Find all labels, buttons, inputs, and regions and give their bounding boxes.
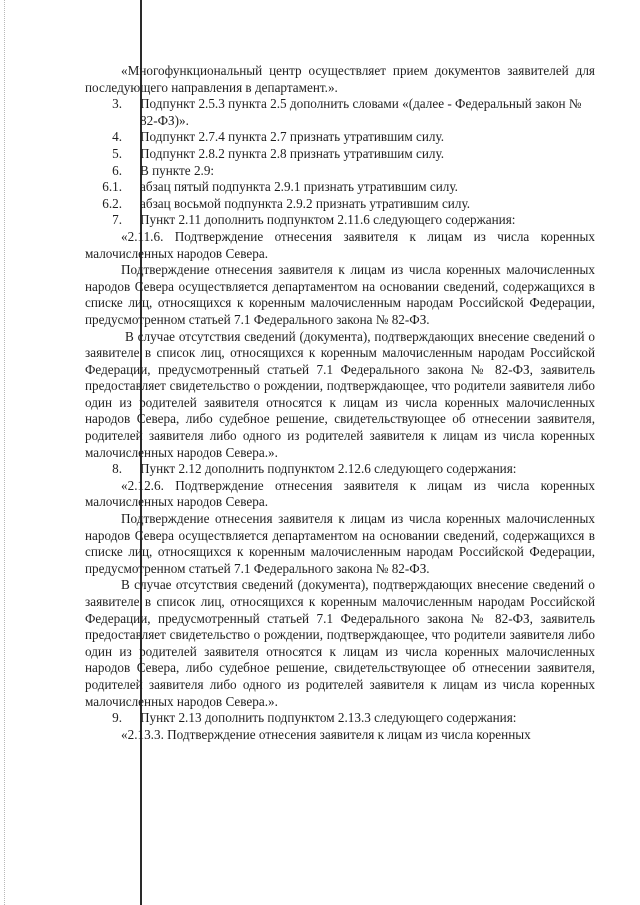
- item-9: [85, 710, 595, 727]
- item-7: [85, 212, 595, 229]
- paragraph-2-11-6-body: Подтверждение отнесения заявителя к лицам из числа коренных малочисленных народов Севера осуществляется департаментом на основании сведений, содержащихся в списке лиц, относящихся к коренным малочисленным народам Российской Федерации, предусмотренном статьей 7.1 Федерального закона № 82-ФЗ.: [85, 262, 595, 327]
- item-6-2: [85, 196, 595, 213]
- item-5: [85, 146, 595, 163]
- document-body: [85, 63, 595, 743]
- page-edge: [4, 0, 5, 905]
- item-number: 5.: [112, 145, 122, 161]
- item-text: Пункт 2.13 дополнить подпунктом 2.13.3 следующего содержания:: [140, 710, 517, 726]
- paragraph-2-12-6-body: Подтверждение отнесения заявителя к лицам из числа коренных малочисленных народов Севера осуществляется департаментом на основании сведений, содержащихся в списке лиц, относящихся к коренным малочисленным народам Российской Федерации, предусмотренном статьей 7.1 Федерального закона № 82-ФЗ.: [85, 511, 595, 576]
- paragraph-intro: «Многофункциональный центр осуществляет прием документов заявителей для последующего направления в департамент.».: [85, 63, 595, 95]
- item-number: 6.2.: [102, 195, 122, 211]
- item-number: 6.1.: [102, 179, 122, 195]
- item-4: [85, 129, 595, 146]
- item-text: Подпункт 2.7.4 пункта 2.7 признать утратившим силу.: [140, 129, 445, 145]
- item-8: [85, 461, 595, 478]
- item-3: [85, 96, 595, 129]
- item-text: абзац восьмой подпункта 2.9.2 признать утратившим силу.: [140, 195, 471, 211]
- item-number: 6.: [112, 162, 122, 178]
- item-number: 4.: [112, 129, 122, 145]
- paragraph-2-11-6-heading: «2.11.6. Подтверждение отнесения заявителя к лицам из числа коренных малочисленных народов Севера.: [85, 228, 595, 261]
- item-text: Подпункт 2.5.3 пункта 2.5 дополнить словами «(далее - Федеральный закон № 82-ФЗ)».: [140, 96, 582, 128]
- item-6: [85, 163, 595, 180]
- paragraph-2-11-6-absence: В случае отсутствия сведений (документа), подтверждающих внесение сведений о заявителе в список лиц, относящихся к коренным малочисленным народам Российской Федерации, предусмотренный статьей 7.1 Федерального закона № 82-ФЗ, заявитель предоставляет свидетельство о рождении, подтверждающее, что родители заявителя либо один из родителей заявителя относятся к лицам из числа коренных малочисленных народов Севера, либо судебное решение, свидетельствующее об отнесении заявителя, родителей заявителя либо одного из родителей заявителя к лицам из числа коренных малочисленных народов Севера.».: [85, 328, 595, 460]
- item-text: Подпункт 2.8.2 пункта 2.8 признать утратившим силу.: [140, 145, 445, 161]
- item-6-1: [85, 179, 595, 196]
- item-text: Пункт 2.11 дополнить подпунктом 2.11.6 следующего содержания:: [140, 212, 516, 228]
- item-number: 9.: [112, 710, 122, 726]
- paragraph-2-13-3-heading: «2.13.3. Подтверждение отнесения заявителя к лицам из числа коренных: [121, 726, 531, 742]
- paragraph-2-12-6-absence: В случае отсутствия сведений (документа), подтверждающих внесение сведений о заявителе в список лиц, относящихся к коренным малочисленным народам Российской Федерации, предусмотренный статьей 7.1 Федерального закона № 82-ФЗ, заявитель предоставляет свидетельство о рождении, подтверждающее, что родители заявителя либо один из родителей заявителя относятся к лицам из числа коренных малочисленных народов Севера, либо судебное решение, свидетельствующее об отнесении заявителя, родителей заявителя либо одного из родителей заявителя к лицам из числа коренных малочисленных народов Севера.».: [85, 577, 595, 709]
- item-text: абзац пятый подпункта 2.9.1 признать утратившим силу.: [140, 179, 458, 195]
- paragraph-2-12-6-heading: «2.12.6. Подтверждение отнесения заявителя к лицам из числа коренных малочисленных народов Севера.: [85, 477, 595, 510]
- item-number: 7.: [112, 212, 122, 228]
- item-text: Пункт 2.12 дополнить подпунктом 2.12.6 следующего содержания:: [140, 461, 517, 477]
- item-number: 8.: [112, 461, 122, 477]
- item-text: В пункте 2.9:: [140, 162, 215, 178]
- item-number: 3.: [112, 96, 122, 112]
